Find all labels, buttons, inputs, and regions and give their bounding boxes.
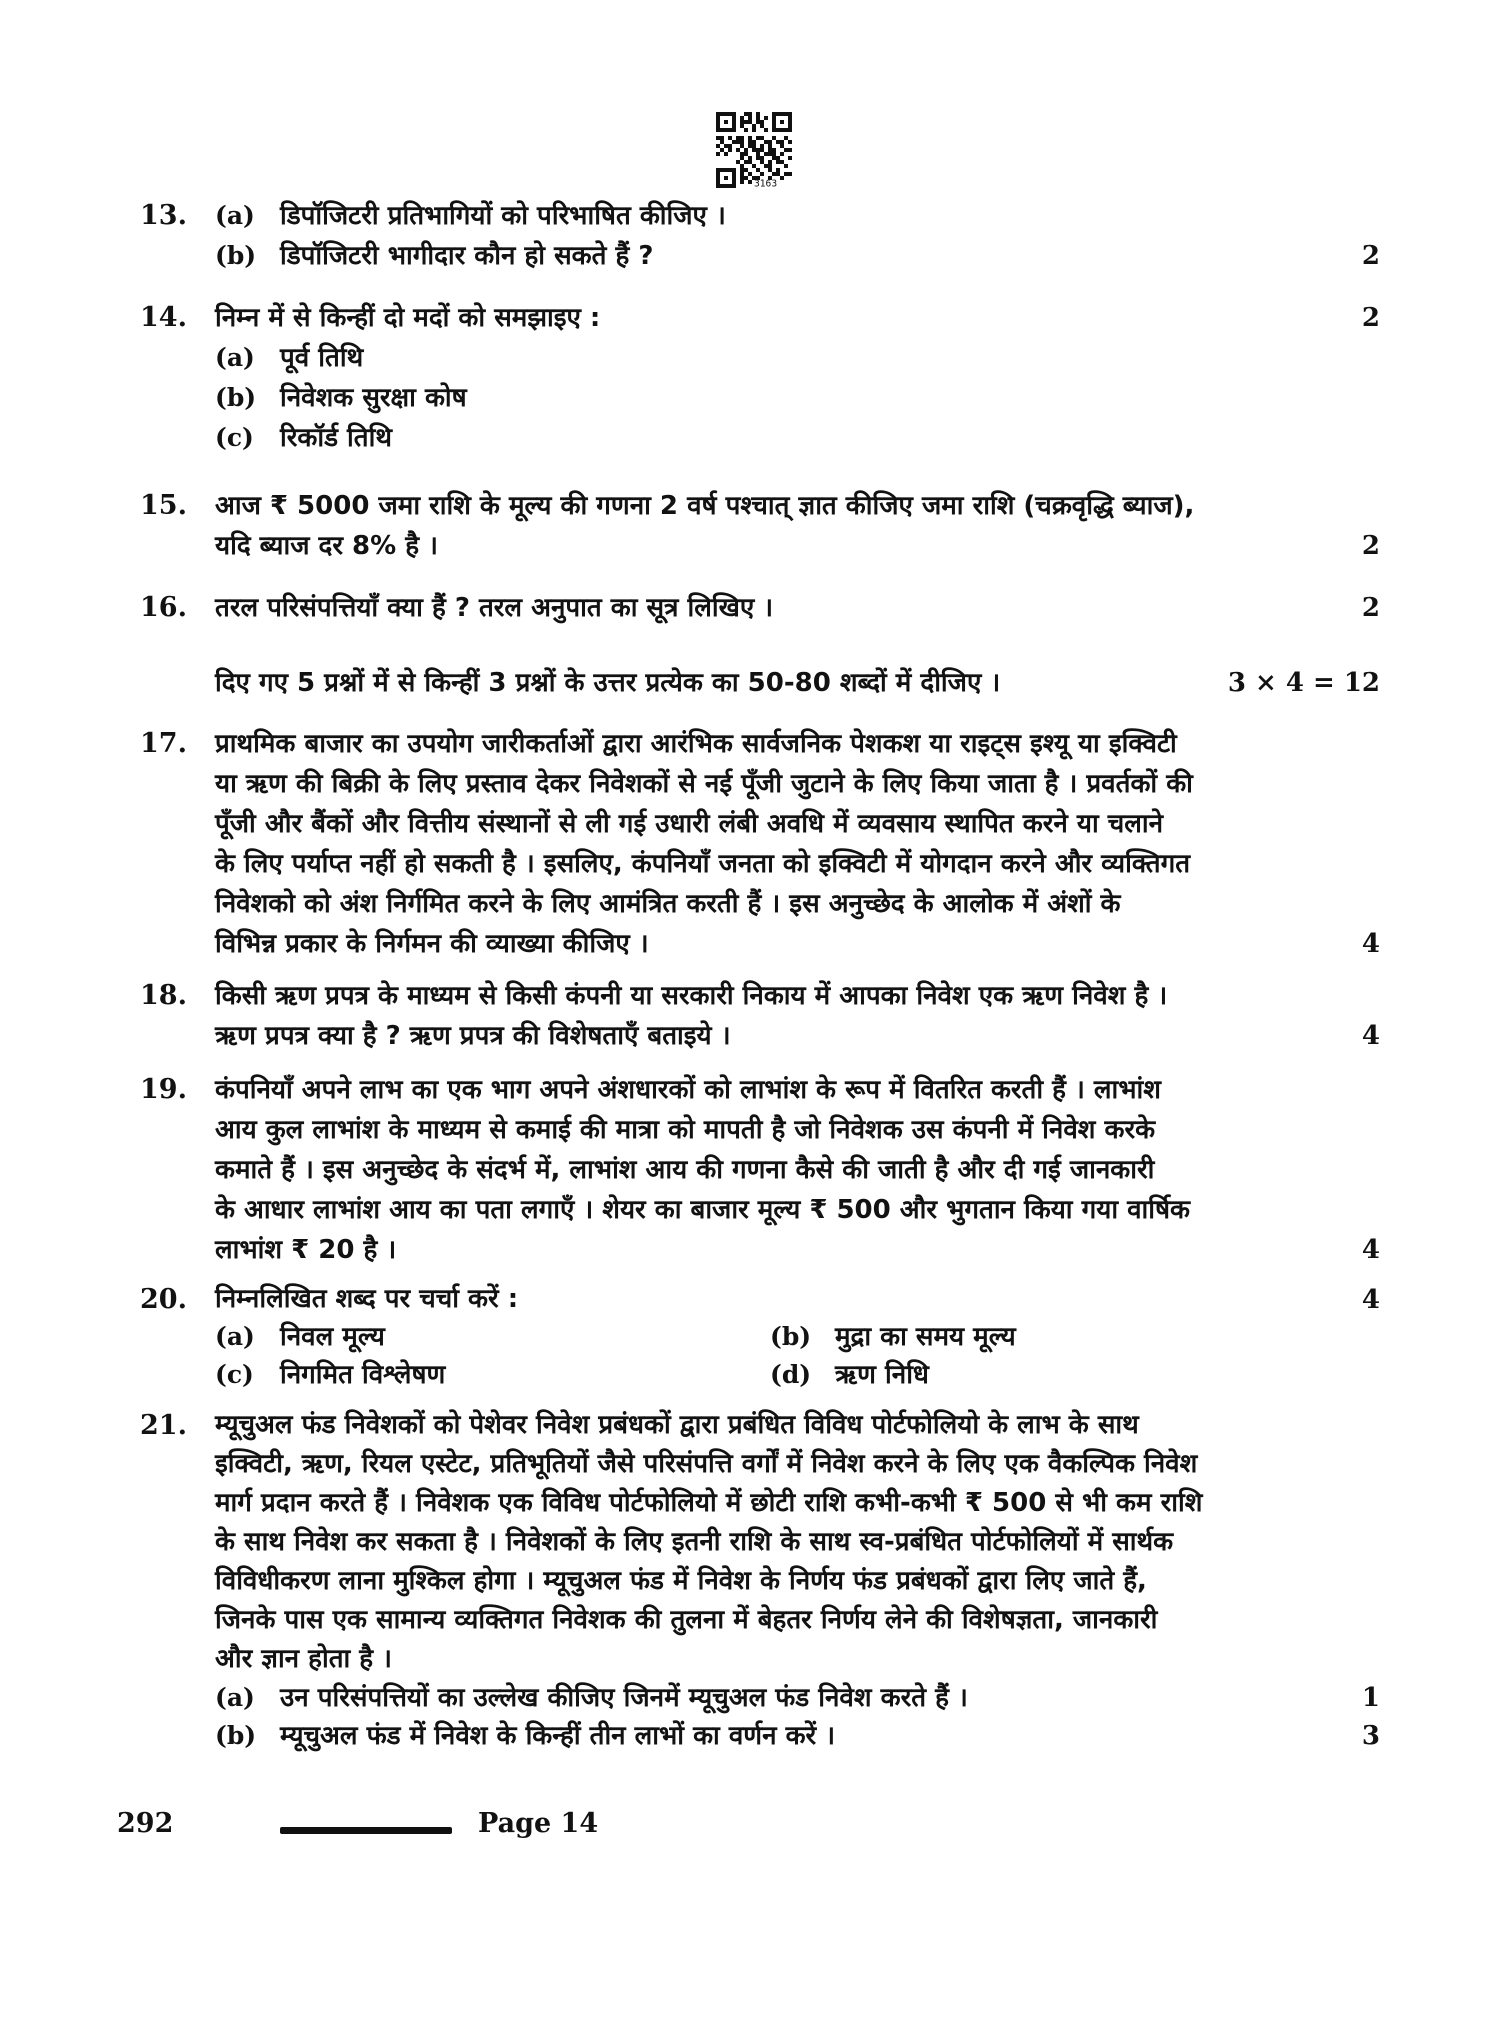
question-19: [140, 1070, 1380, 1270]
marks-value: 2: [1361, 303, 1380, 333]
question-16-number: 16.: [140, 592, 187, 623]
question-21-part-b: [215, 1717, 1380, 1755]
question-text-line: विविधीकरण लाना मुश्किल होगा । म्यूचुअल फंड में निवेश के निर्णय फंड प्रबंधकों द्वारा लिए जाते हैं,: [215, 1566, 1147, 1596]
marks-value: 4: [1361, 1021, 1380, 1051]
question-14-number: 14.: [140, 302, 187, 333]
marks-value: 2: [1361, 593, 1380, 623]
part-text: डिपॉजिटरी भागीदार कौन हो सकते हैं ?: [280, 241, 654, 271]
page-number: Page 14: [478, 1808, 599, 1839]
qr-code-icon: [716, 112, 792, 188]
item-label: (b): [215, 383, 257, 412]
question-text-line: ऋण प्रपत्र क्या है ? ऋण प्रपत्र की विशेषताएँ बताइये ।: [215, 1021, 731, 1051]
question-text-line: मार्ग प्रदान करते हैं । निवेशक एक विविध पोर्टफोलियो में छोटी राशि कभी-कभी ₹ 500 से भी कम राशि: [215, 1488, 1203, 1518]
question-text-line: यदि ब्याज दर 8% है ।: [215, 531, 438, 561]
question-text-line: पूँजी और बैंकों और वित्तीय संस्थानों से ली गई उधारी लंबी अवधि में व्यवसाय स्थापित करने या चलाने: [215, 809, 1164, 839]
question-text-line: के आधार लाभांश आय का पता लगाएँ । शेयर का बाजार मूल्य ₹ 500 और भुगतान किया गया वार्षिक: [215, 1195, 1191, 1225]
question-19-number: 19.: [140, 1074, 187, 1105]
item-text: रिकॉर्ड तिथि: [280, 423, 392, 453]
section-instruction-text: दिए गए 5 प्रश्नों में से किन्हीं 3 प्रश्नों के उत्तर प्रत्येक का 50-80 शब्दों में दीजिए ।: [215, 668, 1001, 698]
item-label: (a): [215, 343, 255, 372]
item-label: (d): [770, 1360, 812, 1389]
item-label: (c): [215, 1360, 254, 1389]
paper-code: 292: [117, 1808, 174, 1839]
question-text-line: निवेशको को अंश निर्गमित करने के लिए आमंत्रित करती हैं । इस अनुच्छेद के आलोक में अंशों के: [215, 889, 1121, 919]
question-text-line: के लिए पर्याप्त नहीं हो सकती है । इसलिए, कंपनियाँ जनता को इक्विटी में योगदान करने और व्यक्तिगत: [215, 849, 1191, 879]
question-14-item-b: [215, 378, 1380, 418]
marks-value: 1: [1361, 1683, 1380, 1713]
marks-value: 2: [1361, 241, 1380, 271]
question-21-part-a: [215, 1679, 1380, 1717]
svg-text:3163: 3163: [754, 178, 778, 188]
question-text-line: विभिन्न प्रकार के निर्गमन की व्याख्या कीजिए ।: [215, 929, 649, 959]
section-instruction: [140, 663, 1380, 703]
question-20-intro: निम्नलिखित शब्द पर चर्चा करें :: [215, 1284, 519, 1314]
question-14-item-c: [215, 418, 1380, 458]
part-label: (a): [215, 201, 255, 230]
question-text-line: आज ₹ 5000 जमा राशि के मूल्य की गणना 2 वर्ष पश्चात् ज्ञात कीजिए जमा राशि (चक्रवृद्धि ब्याज),: [215, 491, 1195, 521]
question-16: [140, 588, 1380, 628]
item-text: निवेशक सुरक्षा कोष: [280, 383, 467, 413]
question-20: [140, 1280, 1380, 1394]
item-label: (a): [215, 1322, 255, 1351]
question-13: [140, 196, 1380, 276]
item-text: पूर्व तिथि: [280, 343, 364, 373]
item-label: (b): [770, 1322, 812, 1351]
question-14-item-a: [215, 338, 1380, 378]
item-text: मुद्रा का समय मूल्य: [835, 1322, 1016, 1352]
item-text: ऋण निधि: [835, 1360, 929, 1390]
marks-value: 4: [1361, 929, 1380, 959]
part-label: (a): [215, 1683, 255, 1712]
part-text: म्यूचुअल फंड में निवेश के किन्हीं तीन लाभों का वर्णन करें ।: [280, 1721, 836, 1751]
marks-value: 4: [1361, 1235, 1380, 1265]
question-15-number: 15.: [140, 490, 187, 521]
item-label: (c): [215, 423, 254, 452]
marks-value: 3: [1361, 1721, 1380, 1751]
question-text-line: प्राथमिक बाजार का उपयोग जारीकर्ताओं द्वारा आरंभिक सार्वजनिक पेशकश या राइट्स इश्यू या इक्विटी: [215, 729, 1177, 759]
question-20-row-1: [215, 1318, 1380, 1356]
section-marks: 3 × 4 = 12: [1227, 668, 1380, 698]
question-18-number: 18.: [140, 980, 187, 1011]
part-text: डिपॉजिटरी प्रतिभागियों को परिभाषित कीजिए ।: [280, 201, 726, 231]
marks-value: 2: [1361, 531, 1380, 561]
question-text-line: के साथ निवेश कर सकता है । निवेशकों के लिए इतनी राशि के साथ स्व-प्रबंधित पोर्टफोलियों में सार्थक: [215, 1527, 1174, 1557]
part-text: उन परिसंपत्तियों का उल्लेख कीजिए जिनमें म्यूचुअल फंड निवेश करते हैं ।: [280, 1683, 968, 1713]
question-20-row-2: [215, 1356, 1380, 1394]
part-label: (b): [215, 241, 257, 270]
question-21: [140, 1406, 1380, 1755]
part-label: (b): [215, 1721, 257, 1750]
question-17: [140, 724, 1380, 964]
question-18: [140, 976, 1380, 1056]
question-13-number: 13.: [140, 200, 187, 231]
question-14: [140, 298, 1380, 458]
question-17-number: 17.: [140, 728, 187, 759]
question-text-line: कमाते हैं । इस अनुच्छेद के संदर्भ में, लाभांश आय की गणना कैसे की जाती है और दी गई जानकारी: [215, 1155, 1155, 1185]
item-text: निवल मूल्य: [280, 1322, 385, 1352]
question-text-line: किसी ऋण प्रपत्र के माध्यम से किसी कंपनी या सरकारी निकाय में आपका निवेश एक ऋण निवेश है ।: [215, 981, 1168, 1011]
question-14-intro: निम्न में से किन्हीं दो मदों को समझाइए :: [215, 303, 601, 333]
question-text-line: या ऋण की बिक्री के लिए प्रस्ताव देकर निवेशकों से नई पूँजी जुटाने के लिए किया जाता है । प्रवर्तकों की: [215, 769, 1193, 799]
question-text-line: आय कुल लाभांश के माध्यम से कमाई की मात्रा को मापती है जो निवेशक उस कंपनी में निवेश करके: [215, 1115, 1156, 1145]
footer-divider: [280, 1827, 452, 1834]
question-text-line: कंपनियाँ अपने लाभ का एक भाग अपने अंशधारकों को लाभांश के रूप में वितरित करती हैं । लाभांश: [215, 1075, 1161, 1105]
question-text-line: म्यूचुअल फंड निवेशकों को पेशेवर निवेश प्रबंधकों द्वारा प्रबंधित विविध पोर्टफोलियो के लाभ के साथ: [215, 1410, 1139, 1440]
marks-value: 4: [1361, 1285, 1380, 1315]
question-text-line: और ज्ञान होता है ।: [215, 1644, 393, 1674]
question-13-part-b: [215, 236, 1380, 276]
question-15: [140, 486, 1380, 566]
question-text-line: लाभांश ₹ 20 है ।: [215, 1235, 397, 1265]
question-text-line: इक्विटी, ऋण, रियल एस्टेट, प्रतिभूतियों जैसे परिसंपत्ति वर्गों में निवेश करने के लिए एक वैकल्पिक निवेश: [215, 1449, 1198, 1479]
question-21-number: 21.: [140, 1410, 187, 1441]
question-text-line: जिनके पास एक सामान्य व्यक्तिगत निवेशक की तुलना में बेहतर निर्णय लेने की विशेषज्ञता, जानकारी: [215, 1605, 1158, 1635]
question-20-number: 20.: [140, 1284, 187, 1315]
question-13-part-a: [215, 196, 1380, 236]
item-text: निगमित विश्लेषण: [280, 1360, 446, 1390]
question-text-line: तरल परिसंपत्तियाँ क्या हैं ? तरल अनुपात का सूत्र लिखिए ।: [215, 593, 774, 623]
